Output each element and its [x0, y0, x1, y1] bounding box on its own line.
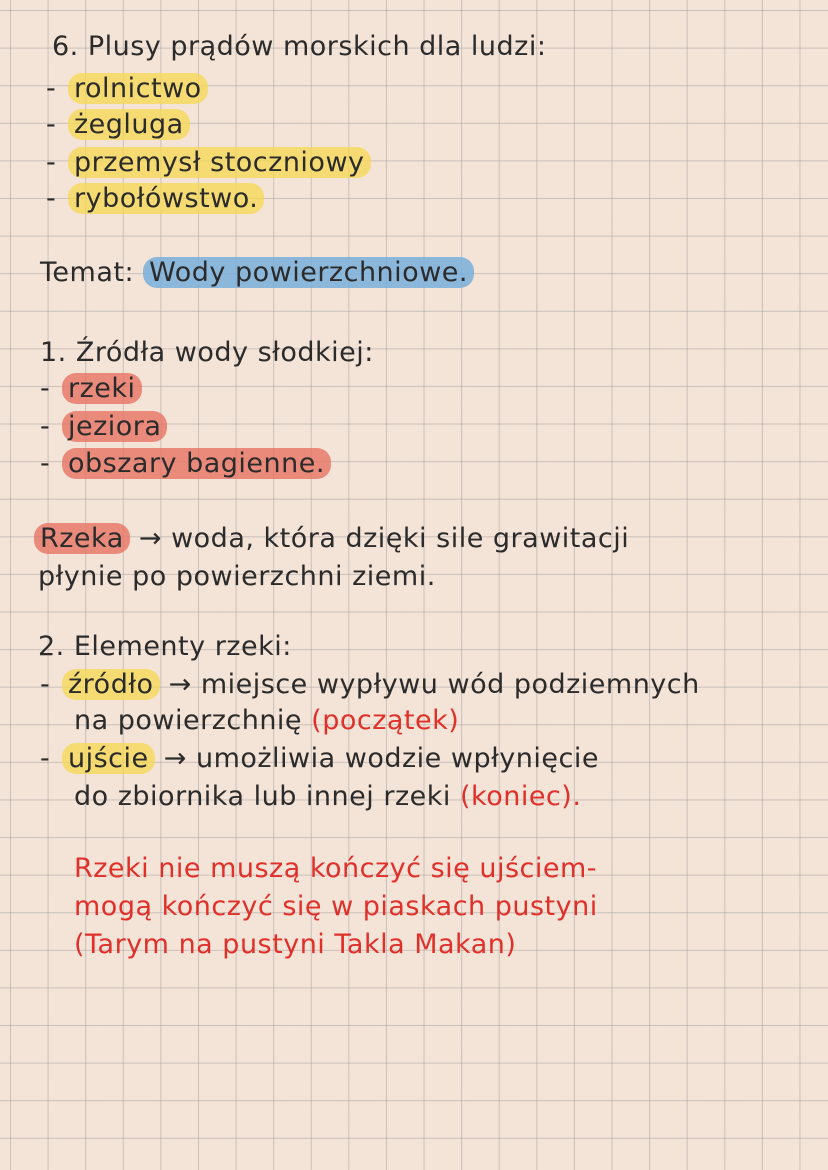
note-line-2: mogą kończyć się w piaskach pustyni	[74, 891, 598, 922]
list-item: - źródło → miejsce wypływu wód podziemnych	[40, 669, 700, 700]
list-item-label: przemysł stoczniowy	[68, 147, 371, 178]
note-line-3: (Tarym na pustyni Takla Makan)	[74, 929, 517, 960]
list-item: - przemysł stoczniowy	[46, 146, 371, 180]
list-item-continuation	[74, 780, 581, 814]
arrow: →	[168, 669, 192, 700]
item-text: miejsce wypływu wód podziemnych	[200, 669, 700, 700]
list-item-label: rybołówstwo.	[68, 183, 264, 214]
item-text: na powierzchnię	[74, 705, 303, 736]
topic-line	[40, 256, 474, 290]
list-item-label: obszary bagienne.	[62, 448, 331, 479]
list-item: - rolnictwo	[46, 72, 208, 106]
list-item-continuation	[74, 704, 459, 738]
arrow: →	[138, 523, 162, 554]
list-item: - obszary bagienne.	[40, 447, 331, 481]
list-item: - rzeki	[40, 372, 142, 406]
list-item-label: rolnictwo	[68, 73, 208, 104]
item-text: umożliwia wodzie wpłynięcie	[195, 743, 599, 774]
topic-label: Temat:	[40, 257, 135, 288]
definition-line-2: płynie po powierzchni ziemi.	[38, 561, 436, 592]
item-text: do zbiornika lub innej rzeki	[74, 781, 451, 812]
list-item-label: rzeki	[62, 373, 142, 404]
list-item: - ujście → umożliwia wodzie wpłynięcie	[40, 743, 599, 774]
arrow: →	[163, 743, 187, 774]
note-line-1: Rzeki nie muszą kończyć się ujściem-	[74, 853, 598, 884]
list-item: - rybołówstwo.	[46, 182, 264, 216]
item-note: (początek)	[311, 705, 460, 736]
list-item: - żegluga	[46, 108, 190, 142]
definition-term: Rzeka	[34, 523, 130, 554]
section1-heading: 1. Źródła wody słodkiej:	[40, 337, 374, 368]
section2-heading: 2. Elementy rzeki:	[38, 631, 292, 662]
list-item: - jeziora	[40, 410, 167, 444]
list-item-label: żegluga	[68, 109, 190, 140]
item-term: ujście	[62, 743, 155, 774]
list-item-label: jeziora	[62, 411, 167, 442]
definition-line-1	[34, 522, 629, 556]
item-term: źródło	[62, 669, 160, 700]
item-note: (koniec).	[459, 781, 582, 812]
topic-title: Wody powierzchniowe.	[143, 257, 474, 288]
definition-text: woda, która dzięki sile grawitacji	[171, 523, 630, 554]
section6-heading: 6. Plusy prądów morskich dla ludzi:	[52, 31, 547, 62]
